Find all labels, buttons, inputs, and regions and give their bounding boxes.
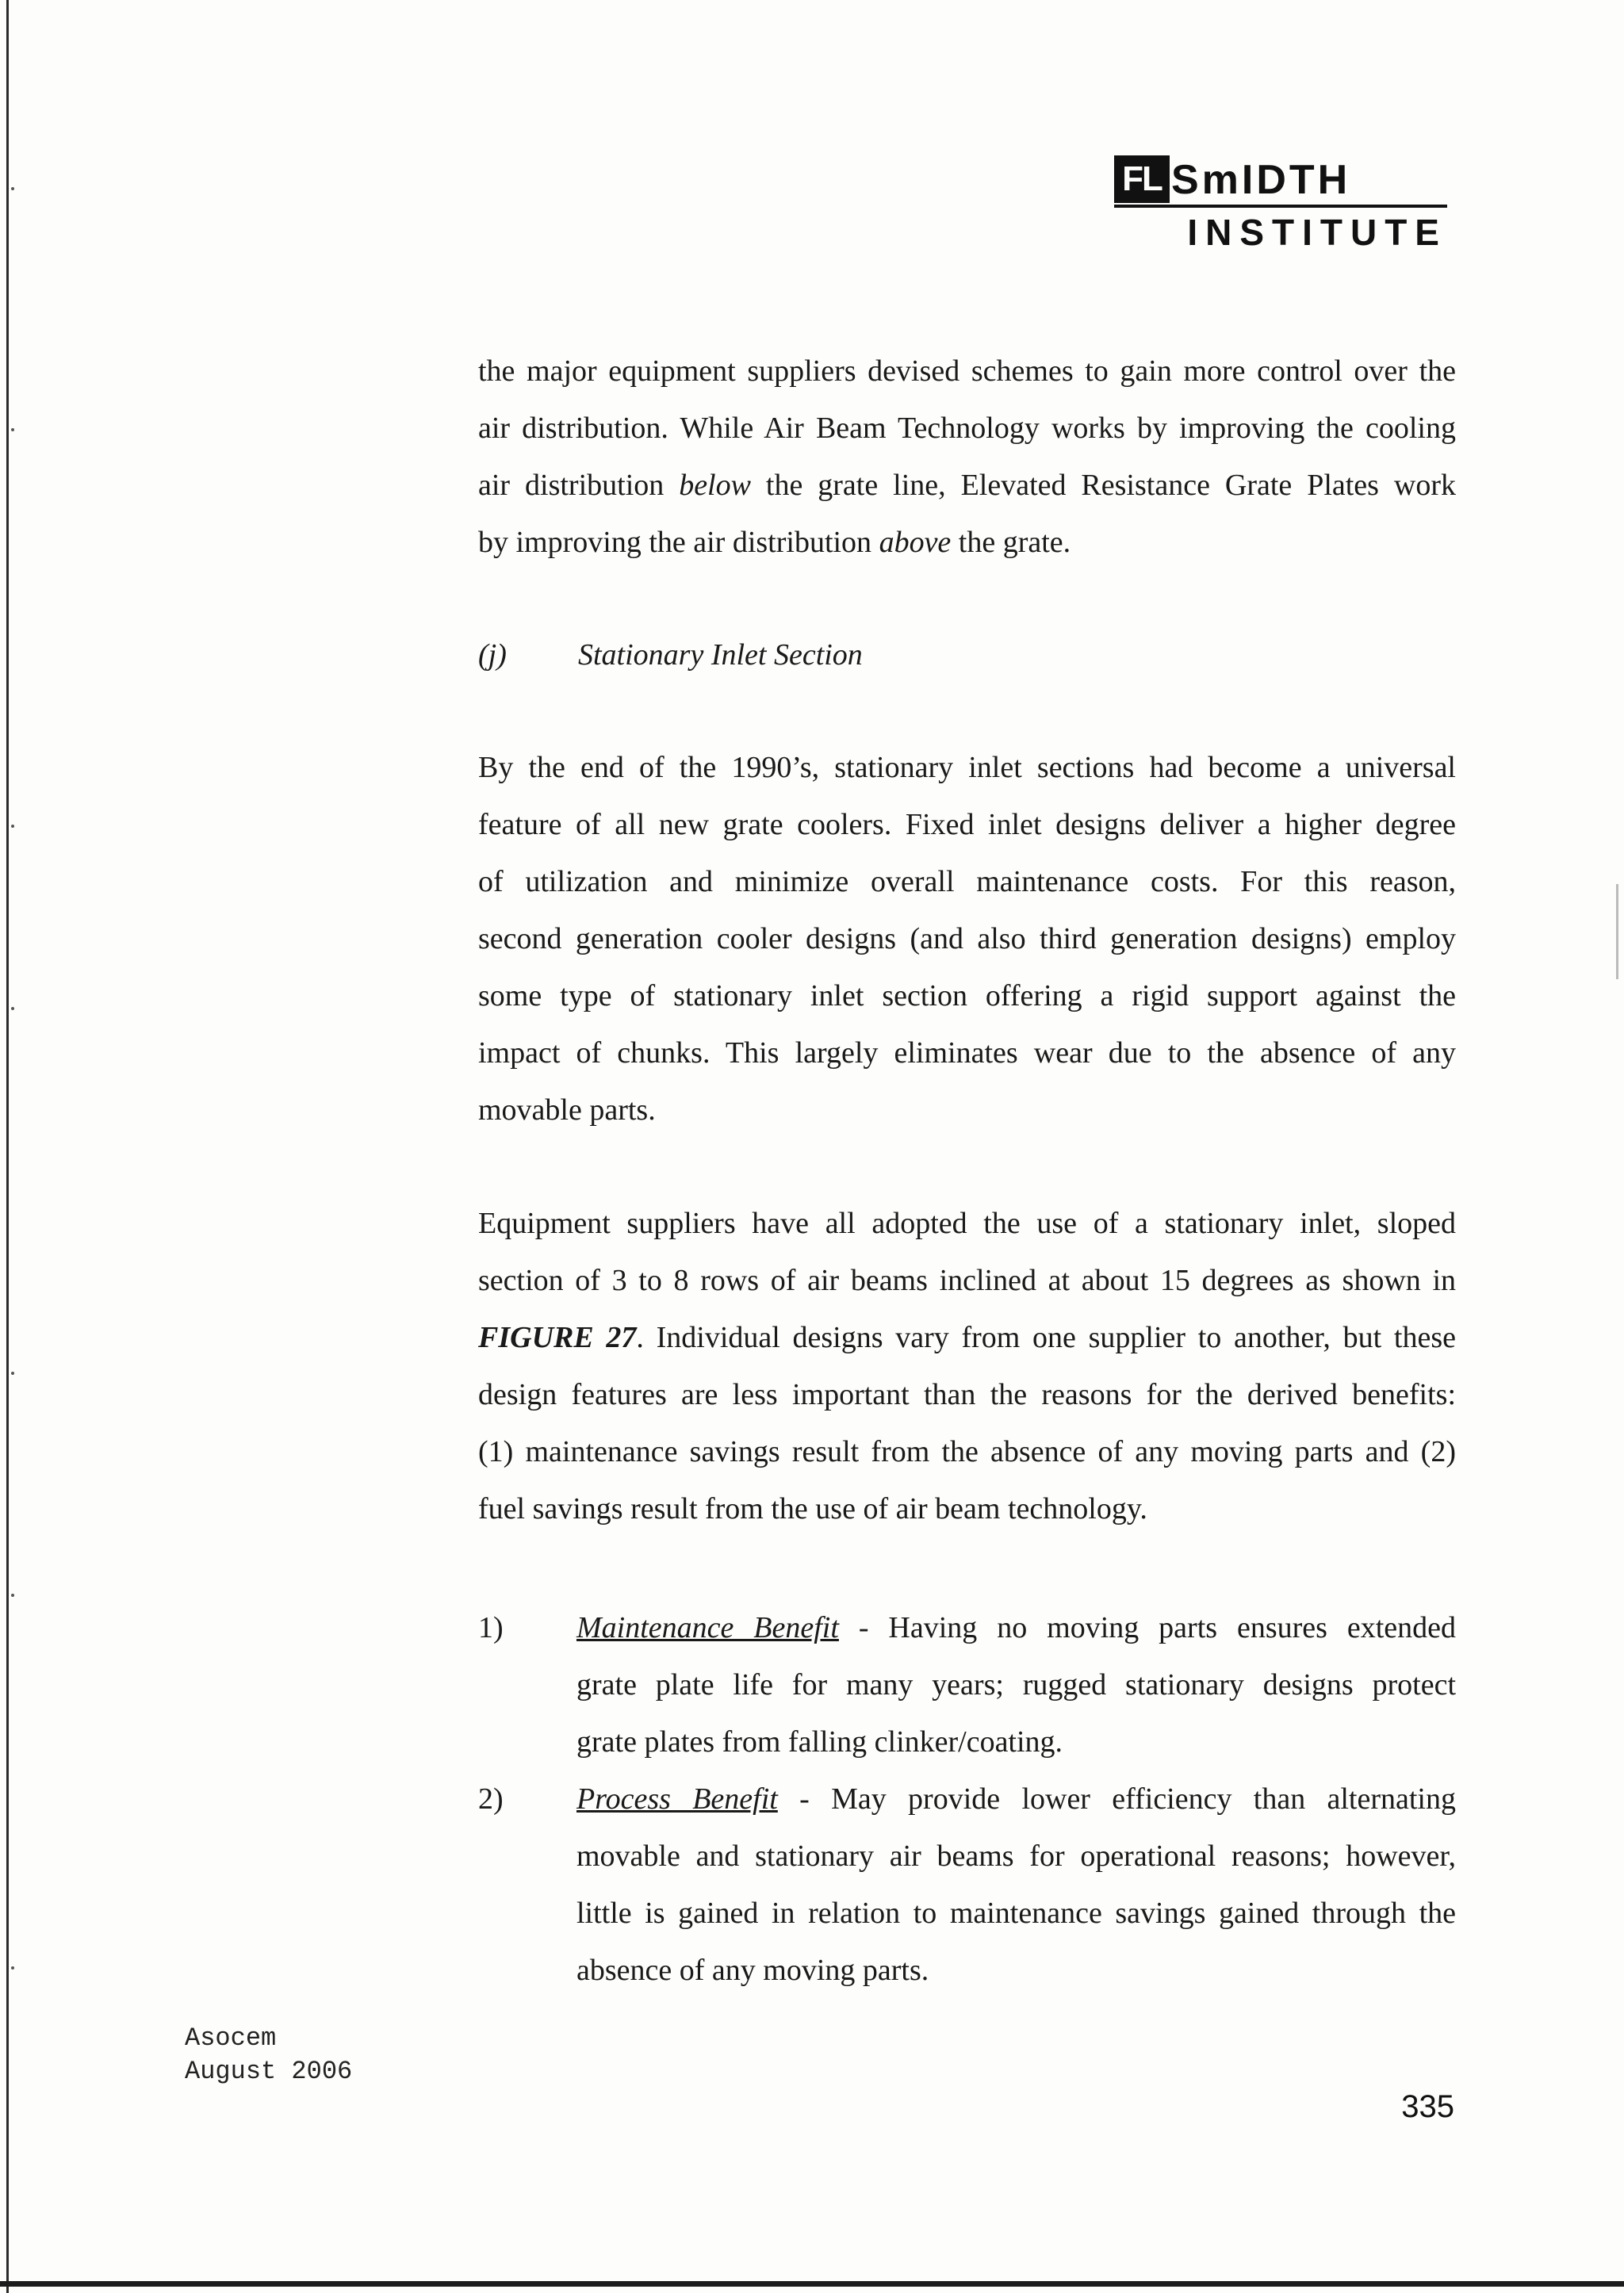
scan-mark <box>1616 884 1618 979</box>
text-line: grate plate life for many years; rugged stationary designs protect <box>576 1668 1456 1702</box>
scan-left-edge <box>6 0 9 2293</box>
text-line: By the end of the 1990’s, stationary inlet sections had become a universal <box>478 751 1456 784</box>
scan-bottom-edge <box>0 2281 1624 2287</box>
text-line: Equipment suppliers have all adopted the use of a stationary inlet, sloped <box>478 1207 1456 1240</box>
text-line: design features are less important than the reasons for the derived benefits: <box>478 1378 1456 1411</box>
text-line: fuel savings result from the use of air beam technology. <box>478 1492 1147 1525</box>
list-item-term: Maintenance Benefit <box>576 1611 839 1644</box>
section-title: Stationary Inlet Section <box>578 638 863 672</box>
text-line: some type of stationary inlet section offering a rigid support against the <box>478 979 1456 1013</box>
benefits-list <box>478 1599 1456 1999</box>
section-heading <box>478 626 1456 683</box>
text-line: second generation cooler designs (and also third generation designs) employ <box>478 922 1456 955</box>
scan-speck <box>11 1372 14 1375</box>
text-line: of utilization and minimize overall maintenance costs. For this reason, <box>478 865 1456 898</box>
scan-speck <box>11 428 14 431</box>
scan-speck <box>11 1007 14 1010</box>
scan-speck <box>11 187 14 190</box>
scan-speck <box>11 1966 14 1970</box>
list-item: 1) Maintenance Benefit - Having no moving parts ensures extended grate plate life for many years; rugged stationary designs protect grate plates from falling clinker/coating. <box>478 1599 1456 1770</box>
emphasis-below: below <box>679 469 751 502</box>
text-line: absence of any moving parts. <box>576 1954 929 1987</box>
footer-date: August 2006 <box>185 2057 353 2086</box>
text-line: little is gained in relation to maintenance savings gained through the <box>576 1897 1456 1930</box>
text-line: grate plates from falling clinker/coating. <box>576 1725 1063 1759</box>
list-item: 2) Process Benefit - May provide lower efficiency than alternating movable and stationary air beams for operational reasons; however, little is gained in relation to maintenance savings gained through the absence of any moving parts. <box>478 1770 1456 1999</box>
text-line: impact of chunks. This largely eliminates wear due to the absence of any <box>478 1036 1456 1070</box>
page-number: 335 <box>1401 2089 1454 2124</box>
footer-organization: Asocem <box>185 2023 277 2053</box>
text-line: movable and stationary air beams for operational reasons; however, <box>576 1839 1456 1873</box>
scan-speck <box>11 1594 14 1597</box>
text-line: section of 3 to 8 rows of air beams inclined at about 15 degrees as shown in <box>478 1264 1456 1297</box>
figure-reference: FIGURE 27 <box>478 1321 637 1354</box>
logo-wordmark: SmIDTH <box>1171 157 1351 203</box>
text-line: movable parts. <box>478 1093 656 1127</box>
list-item-number: 1) <box>478 1611 504 1644</box>
emphasis-above: above <box>879 526 952 559</box>
section-number: (j) <box>478 638 507 672</box>
paragraph-stationary-inlet <box>478 739 1456 1139</box>
list-item-term: Process Benefit <box>576 1782 778 1816</box>
paragraph-equipment-suppliers <box>478 1195 1456 1537</box>
text-line: by improving the air distribution above the grate. <box>478 526 1071 559</box>
logo-subtitle: INSTITUTE <box>1187 212 1447 253</box>
logo-rule <box>1114 205 1447 208</box>
text-line: air distribution. While Air Beam Technology works by improving the cooling <box>478 412 1456 445</box>
logo-fl-box: FL <box>1114 155 1170 203</box>
text-line: the major equipment suppliers devised schemes to gain more control over the <box>478 354 1456 388</box>
footer-note <box>185 2022 352 2088</box>
list-item-number: 2) <box>478 1782 504 1816</box>
flsmidth-institute-logo <box>1114 152 1447 255</box>
text-line: (1) maintenance savings result from the absence of any moving parts and (2) <box>478 1435 1456 1468</box>
paragraph-air-distribution <box>478 343 1456 571</box>
text-line: air distribution below the grate line, Elevated Resistance Grate Plates work <box>478 469 1456 502</box>
scan-speck <box>11 825 14 828</box>
text-line: FIGURE 27. Individual designs vary from one supplier to another, but these <box>478 1321 1456 1354</box>
text-line: feature of all new grate coolers. Fixed inlet designs deliver a higher degree <box>478 808 1456 841</box>
